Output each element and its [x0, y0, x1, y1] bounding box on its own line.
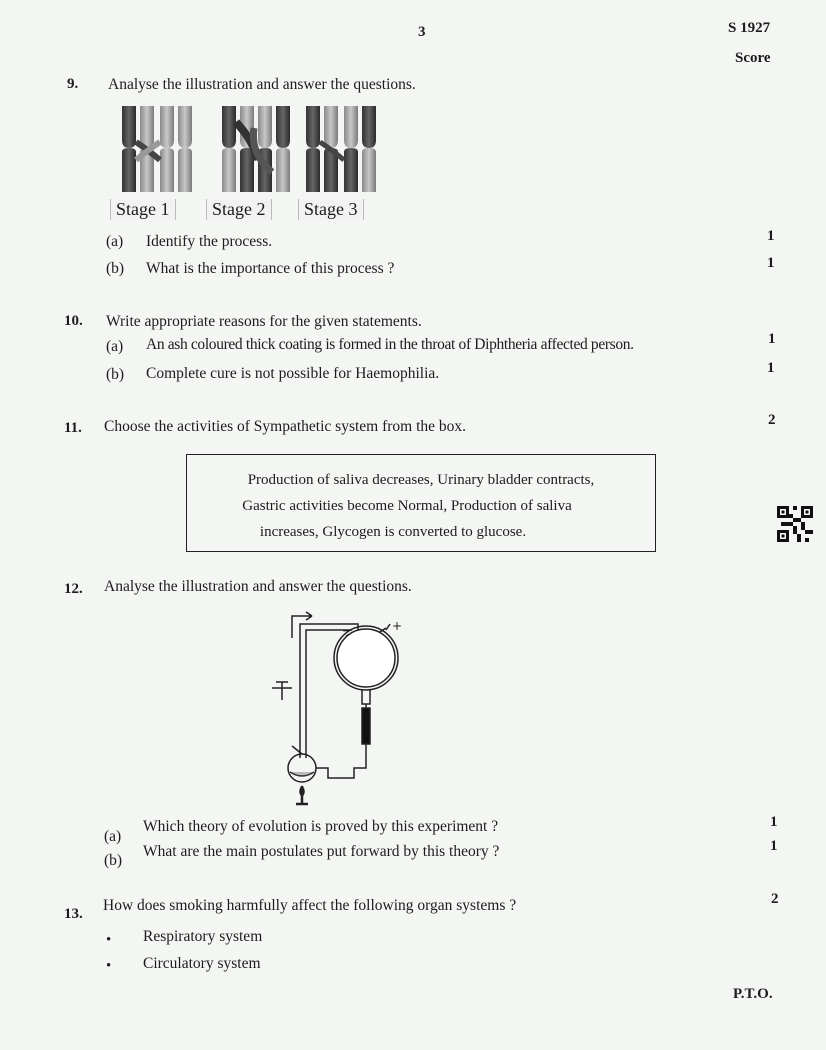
q9b-mark: 1	[767, 255, 775, 271]
q12-text: Analyse the illustration and answer the questions.	[104, 578, 412, 595]
q13-text: How does smoking harmfully affect the following organ systems ?	[103, 897, 517, 914]
q11-number: 11.	[64, 420, 82, 436]
stage-2-chromosomes	[222, 106, 290, 192]
chromosome-illustration	[116, 102, 386, 198]
svg-text:+: +	[392, 619, 403, 633]
page-number: 3	[418, 24, 426, 40]
activities-box	[186, 454, 656, 552]
q10b-text: Complete cure is not possible for Haemophilia.	[146, 365, 440, 382]
q10b-label: (b)	[106, 366, 125, 383]
qr-code-icon	[777, 506, 813, 542]
q12b-label: (b)	[104, 852, 123, 869]
q10b-mark: 1	[767, 360, 775, 376]
q12a-label: (a)	[104, 828, 122, 845]
q9a-label: (a)	[106, 233, 124, 250]
q9-number: 9.	[67, 76, 79, 92]
q10a-mark: 1	[768, 331, 776, 347]
q10a-text: An ash coloured thick coating is formed in the throat of Diphtheria affected person.	[146, 336, 634, 353]
q9-text: Analyse the illustration and answer the questions.	[108, 76, 416, 93]
q13-bullet-1: Respiratory system	[143, 928, 263, 945]
q10-number: 10.	[64, 313, 83, 329]
q12b-mark: 1	[770, 838, 778, 854]
box-line-3: increases, Glycogen is converted to glucose.	[259, 524, 527, 540]
q13-bullet-2: Circulatory system	[143, 955, 261, 972]
pto-label: P.T.O.	[733, 986, 773, 1002]
q12a-mark: 1	[770, 814, 778, 830]
q12a-text: Which theory of evolution is proved by this experiment ?	[143, 818, 499, 835]
svg-text:−: −	[342, 626, 351, 637]
stage-1-chromosomes	[122, 106, 192, 192]
bullet-dot: •	[106, 932, 112, 948]
stage-3-label: Stage 3	[298, 199, 364, 220]
score-label: Score	[735, 50, 771, 66]
q9b-text: What is the importance of this process ?	[146, 260, 395, 277]
paper-code: S 1927	[728, 20, 771, 36]
q12b-text: What are the main postulates put forward by this theory ?	[143, 843, 500, 860]
box-line-1: Production of saliva decreases, Urinary bladder contracts,	[247, 472, 595, 488]
q13-mark: 2	[771, 891, 779, 907]
q10-text: Write appropriate reasons for the given statements.	[106, 313, 422, 330]
stage-1-label: Stage 1	[110, 199, 176, 220]
q11-mark: 2	[768, 412, 776, 428]
stage-3-chromosomes	[306, 106, 376, 192]
box-line-2: Gastric activities become Normal, Production of saliva	[242, 498, 572, 514]
q9a-mark: 1	[767, 228, 775, 244]
stage-2-label: Stage 2	[206, 199, 272, 220]
q11-text: Choose the activities of Sympathetic system from the box.	[104, 418, 467, 435]
bullet-dot: •	[106, 958, 112, 974]
q13-number: 13.	[64, 906, 83, 922]
q10a-label: (a)	[106, 338, 124, 355]
q12-number: 12.	[64, 581, 83, 597]
q9a-text: Identify the process.	[146, 233, 273, 250]
q9b-label: (b)	[106, 260, 125, 277]
miller-urey-apparatus	[262, 608, 412, 814]
